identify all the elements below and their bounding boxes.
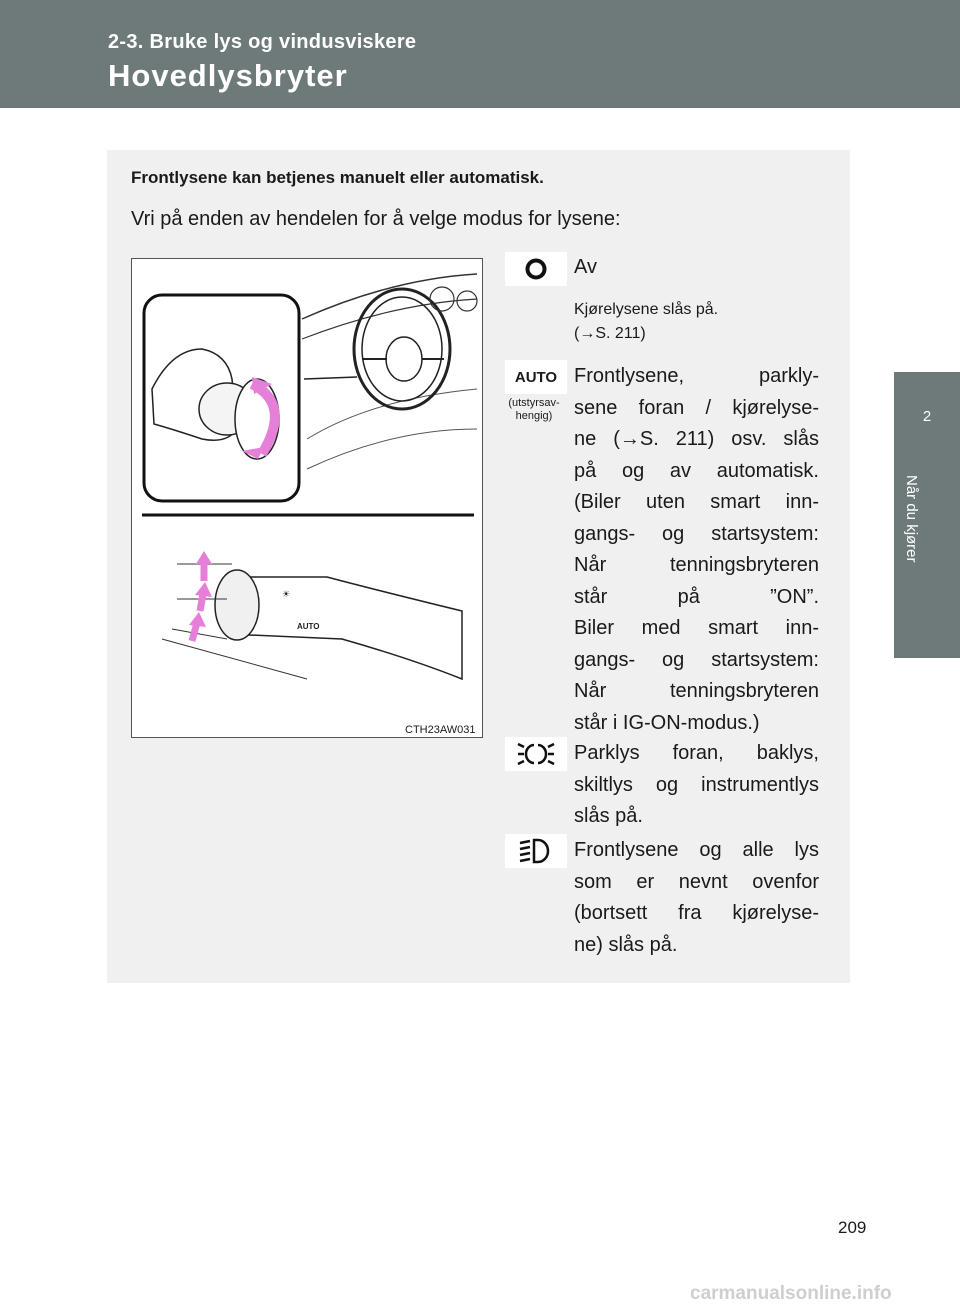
page-title: Hovedlysbryter	[108, 58, 348, 93]
mode-headlight-line: ne) slås på.	[574, 933, 678, 956]
footer-watermark: carmanualsonline.info	[690, 1283, 892, 1304]
mode-off-label: Av	[574, 256, 597, 278]
mode-auto-line: Biler med smart inn-	[574, 617, 819, 639]
mode-parking-text	[574, 738, 819, 833]
section-title: 2-3. Bruke lys og vindusviskere	[108, 31, 417, 53]
mode-auto-line: gangs- og startsystem:	[574, 648, 819, 671]
parking-light-icon	[505, 737, 567, 771]
mode-auto-line: Frontlysene, parkly-	[574, 365, 819, 387]
mode-auto-line: ne (→S. 211) osv. slås	[574, 428, 819, 450]
page-number: 209	[838, 1218, 867, 1237]
mode-parking-line: skiltlys og instrumentlys	[574, 773, 819, 796]
mode-headlight-line: Frontlysene og alle lys	[574, 839, 819, 861]
switch-illustration	[131, 258, 483, 738]
mode-auto-line: gangs- og startsystem:	[574, 522, 819, 545]
mode-auto-line: sene foran / kjørelyse-	[574, 396, 819, 419]
intro-text: Vri på enden av hendelen for å velge modus for lysene:	[131, 208, 621, 230]
mode-drl-line: Kjørelysene slås på.	[574, 301, 719, 318]
auto-icon-text: AUTO	[514, 368, 558, 386]
chapter-label: Når du kjører	[903, 475, 920, 563]
svg-text:☀: ☀	[282, 589, 291, 599]
mode-auto-line: står i IG-ON-modus.)	[574, 711, 760, 734]
mode-auto-line: Når tenningsbryteren	[574, 554, 819, 576]
mode-auto-line: står på ”ON”.	[574, 585, 819, 608]
mode-drl-line: (→S. 211)	[574, 325, 646, 342]
mode-headlight-text	[574, 835, 819, 961]
mode-headlight-line: (bortsett fra kjørelyse-	[574, 902, 819, 924]
auto-note: (utstyrsav-hengig)	[508, 397, 560, 422]
mode-auto-text	[574, 361, 819, 739]
off-circle-icon	[505, 252, 567, 286]
mode-auto-line: på og av automatisk.	[574, 459, 819, 482]
mode-parking-line: Parklys foran, baklys,	[574, 742, 819, 764]
chapter-number: 2	[922, 408, 932, 425]
mode-drl-text	[574, 298, 819, 346]
mode-auto-line: Når tenningsbryteren	[574, 680, 819, 702]
mode-parking-line: slås på.	[574, 805, 643, 827]
intro-bold: Frontlysene kan betjenes manuelt eller automatisk.	[131, 168, 544, 187]
figure-code: CTH23AW031	[405, 724, 476, 736]
headlight-icon	[505, 834, 567, 868]
mode-headlight-line: som er nevnt ovenfor	[574, 870, 819, 893]
mode-auto-line: (Biler uten smart inn-	[574, 491, 819, 513]
illustration-svg	[132, 259, 482, 737]
svg-text:AUTO: AUTO	[297, 622, 320, 631]
auto-icon	[505, 360, 567, 394]
